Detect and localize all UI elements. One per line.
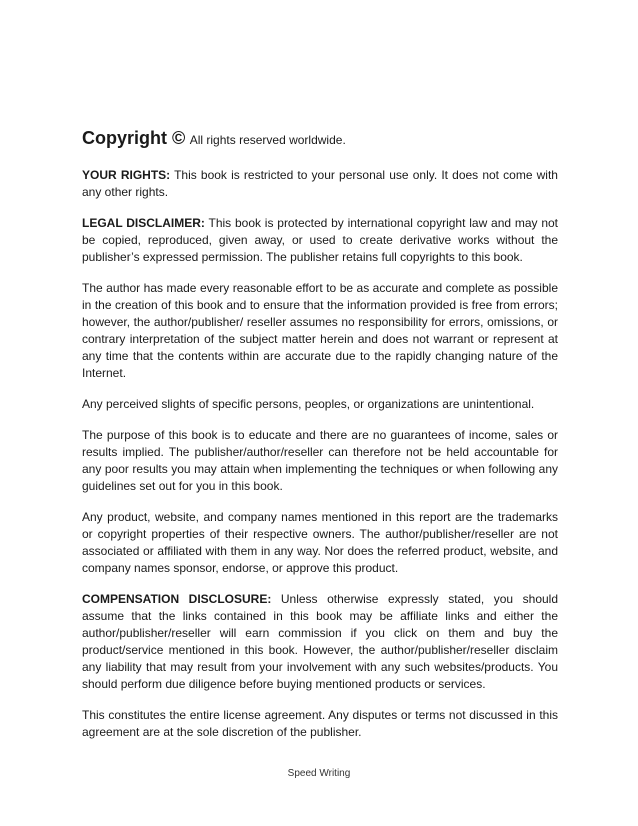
paragraph-trademarks xyxy=(82,509,558,577)
page-footer: Speed Writing xyxy=(287,768,351,779)
paragraph-text: The author has made every reasonable effort to be as accurate and complete as possible in the creation of this book and to ensure that the information provided is free from errors; however, the author/publisher/ reseller assumes no responsibility for errors, omissions, or contrary interpretation of the subject matter herein and does not warrant or represent at any time that the contents within are accurate due to the rapidly changing nature of the Internet. xyxy=(82,281,558,380)
paragraph-lead: COMPENSATION DISCLOSURE: xyxy=(82,592,272,606)
paragraph-legal-disclaimer xyxy=(82,215,558,266)
paragraph-text: Unless otherwise expressly stated, you should assume that the links contained in this book may be affiliate links and either the author/publisher/reseller will earn commission if you click on them and buy the product/service mentioned in this book. However, the author/publisher/reseller disclaim any liability that may result from your involvement with any such websites/products. You should perform due diligence before buying mentioned products or services. xyxy=(82,592,559,691)
paragraph-lead: YOUR RIGHTS: xyxy=(82,168,171,182)
document-page xyxy=(82,127,558,755)
paragraph-text: This book is restricted to your personal use only. It does not come with any other rights. xyxy=(82,168,558,199)
paragraph-lead: LEGAL DISCLAIMER: xyxy=(82,216,205,230)
copyright-title: Copyright © xyxy=(82,128,186,148)
paragraph-slights xyxy=(82,396,558,413)
copyright-heading xyxy=(82,127,558,151)
copyright-subtitle: All rights reserved worldwide. xyxy=(189,133,346,147)
paragraph-purpose xyxy=(82,427,558,495)
paragraph-license-agreement xyxy=(82,707,558,741)
paragraph-text: Any product, website, and company names mentioned in this report are the trademarks or copyright properties of their respective owners. The author/publisher/reseller are not associated or affiliated with them in any way. Nor does the referred product, website, and company names sponsor, endorse, or approve this product. xyxy=(82,510,558,575)
paragraph-text: Any perceived slights of specific persons, peoples, or organizations are unintentional. xyxy=(82,397,535,411)
paragraph-accuracy xyxy=(82,280,558,382)
paragraph-text: The purpose of this book is to educate and there are no guarantees of income, sales or results implied. The publisher/author/reseller can therefore not be held accountable for any poor results you may attain when implementing the techniques or when following any guidelines set out for you in this book. xyxy=(82,428,558,493)
paragraph-text: This book is protected by international copyright law and may not be copied, reproduced, given away, or used to create derivative works without the publisher’s expressed permission. The publisher retains full copyrights to this book. xyxy=(82,216,559,264)
paragraph-compensation-disclosure xyxy=(82,591,558,693)
paragraph-your-rights xyxy=(82,167,558,201)
paragraph-text: This constitutes the entire license agreement. Any disputes or terms not discussed in this agreement are at the sole discretion of the publisher. xyxy=(82,708,558,739)
